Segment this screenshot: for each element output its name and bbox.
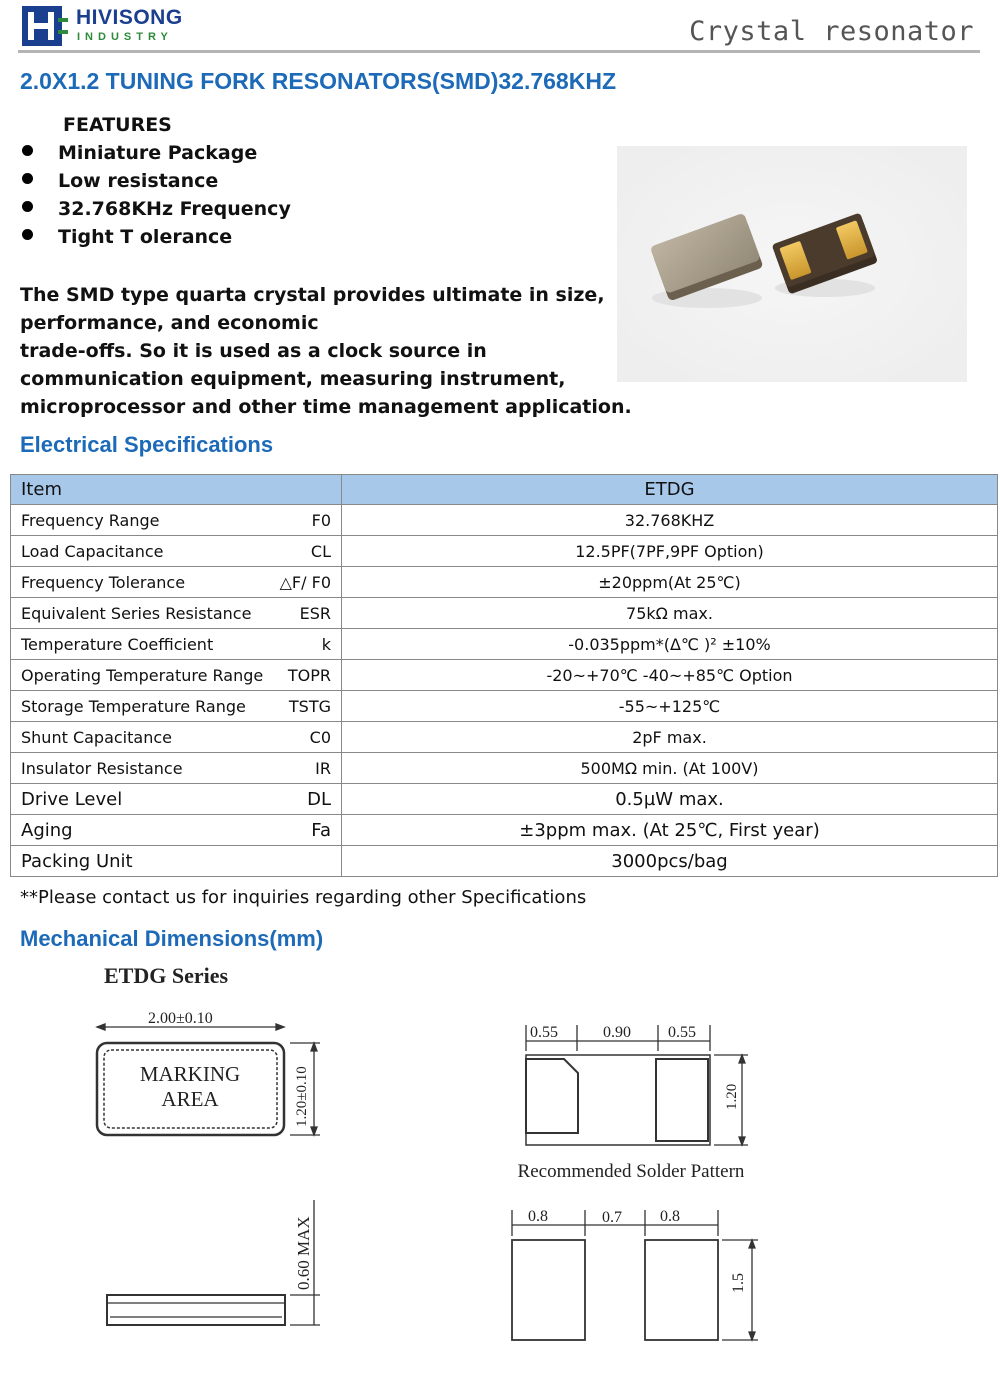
table-row bbox=[11, 598, 998, 629]
param-value: 32.768KHZ bbox=[342, 505, 998, 536]
feature-item: Tight T olerance bbox=[22, 226, 232, 248]
table-row bbox=[11, 784, 998, 815]
param-name: Packing Unit bbox=[21, 850, 133, 872]
spec-table bbox=[10, 474, 998, 877]
param-name: Frequency Tolerance bbox=[21, 572, 186, 592]
feature-item: 32.768KHz Frequency bbox=[22, 198, 291, 220]
param-value: -0.035ppm*(Δ℃ )² ±10% bbox=[342, 629, 998, 660]
bullet-icon bbox=[22, 201, 33, 212]
top-width-dim: 2.00±0.10 bbox=[148, 1010, 213, 1027]
description-line: performance, and economic bbox=[20, 312, 319, 334]
feature-item: Miniature Package bbox=[22, 142, 257, 164]
param-name: Shunt Capacitance bbox=[21, 727, 172, 747]
table-row bbox=[11, 753, 998, 784]
table-row bbox=[11, 691, 998, 722]
description-line: communication equipment, measuring instrument, bbox=[20, 368, 566, 390]
page-title: 2.0X1.2 TUNING FORK RESONATORS(SMD)32.768KHZ bbox=[20, 68, 616, 94]
param-name: Aging bbox=[21, 819, 73, 841]
param-symbol: F0 bbox=[311, 510, 331, 530]
mechanical-drawings bbox=[0, 955, 1000, 1365]
table-header-row bbox=[11, 475, 998, 505]
param-value: ±20ppm(At 25℃) bbox=[342, 567, 998, 598]
description-line: microprocessor and other time management application. bbox=[20, 396, 632, 418]
param-name: Temperature Coefficient bbox=[21, 634, 214, 654]
marking-text-1: MARKING bbox=[139, 1062, 241, 1086]
solder-dim-left: 0.8 bbox=[528, 1208, 548, 1225]
features-heading: FEATURES bbox=[63, 114, 172, 136]
logo-mark-icon bbox=[20, 4, 72, 48]
param-value: 75kΩ max. bbox=[342, 598, 998, 629]
param-symbol: k bbox=[321, 634, 331, 654]
electrical-specs-heading: Electrical Specifications bbox=[20, 432, 274, 457]
param-value: 0.5µW max. bbox=[342, 784, 998, 815]
pad-dim-left: 0.55 bbox=[530, 1024, 558, 1041]
table-row bbox=[11, 815, 998, 846]
specs-note: **Please contact us for inquiries regarding other Specifications bbox=[20, 887, 587, 908]
param-symbol: CL bbox=[310, 541, 331, 561]
table-row bbox=[11, 629, 998, 660]
table-row bbox=[11, 846, 998, 877]
bullet-icon bbox=[22, 145, 33, 156]
param-symbol: TSTG bbox=[288, 696, 331, 716]
param-value: 3000pcs/bag bbox=[342, 846, 998, 877]
bullet-icon bbox=[22, 229, 33, 240]
param-value: ±3ppm max. (At 25℃, First year) bbox=[342, 815, 998, 846]
pad-dim-center: 0.90 bbox=[603, 1024, 631, 1041]
product-photo bbox=[617, 146, 967, 382]
solder-dim-right: 0.8 bbox=[660, 1208, 680, 1225]
brand-subtitle: INDUSTRY bbox=[77, 31, 173, 43]
param-value: -20~+70℃ -40~+85℃ Option bbox=[342, 660, 998, 691]
series-label: ETDG Series bbox=[104, 963, 229, 988]
param-name: Operating Temperature Range bbox=[21, 665, 264, 685]
side-height-dim: 0.60 MAX bbox=[294, 1216, 313, 1290]
column-header-etdg: ETDG bbox=[342, 475, 998, 505]
param-name: Storage Temperature Range bbox=[21, 696, 246, 716]
param-symbol: ESR bbox=[299, 603, 331, 623]
pad-height-dim: 1.20 bbox=[724, 1083, 740, 1110]
brand-name: HIVISONG bbox=[76, 6, 183, 29]
param-symbol: TOPR bbox=[287, 665, 331, 685]
table-row bbox=[11, 660, 998, 691]
param-value: 500MΩ min. (At 100V) bbox=[342, 753, 998, 784]
param-symbol: △F/ F0 bbox=[279, 572, 331, 592]
feature-item: Low resistance bbox=[22, 170, 218, 192]
document-category: Crystal resonator bbox=[689, 16, 974, 47]
product-description bbox=[20, 281, 632, 421]
solder-pattern-label: Recommended Solder Pattern bbox=[517, 1161, 745, 1182]
param-value: -55~+125℃ bbox=[342, 691, 998, 722]
param-name: Insulator Resistance bbox=[21, 758, 183, 778]
param-name: Drive Level bbox=[21, 788, 123, 810]
table-row bbox=[11, 567, 998, 598]
header-divider bbox=[18, 50, 980, 53]
table-row bbox=[11, 722, 998, 753]
param-value: 2pF max. bbox=[342, 722, 998, 753]
param-value: 12.5PF(7PF,9PF Option) bbox=[342, 536, 998, 567]
param-symbol: DL bbox=[307, 788, 331, 810]
param-name: Frequency Range bbox=[21, 510, 160, 530]
column-header-item: Item bbox=[11, 475, 342, 505]
description-line: The SMD type quarta crystal provides ultimate in size, bbox=[20, 284, 605, 306]
solder-height-dim: 1.5 bbox=[730, 1273, 747, 1293]
marking-text-2: AREA bbox=[161, 1087, 219, 1111]
param-symbol: IR bbox=[315, 758, 331, 778]
bullet-icon bbox=[22, 173, 33, 184]
param-symbol: Fa bbox=[311, 819, 331, 841]
top-height-dim: 1.20±0.10 bbox=[294, 1066, 310, 1127]
pad-dim-right: 0.55 bbox=[668, 1024, 696, 1041]
table-row bbox=[11, 505, 998, 536]
table-row bbox=[11, 536, 998, 567]
solder-dim-gap: 0.7 bbox=[602, 1209, 622, 1226]
param-name: Load Capacitance bbox=[21, 541, 164, 561]
description-line: trade-offs. So it is used as a clock source in bbox=[20, 340, 487, 362]
param-name: Equivalent Series Resistance bbox=[21, 603, 252, 623]
param-symbol: C0 bbox=[309, 727, 331, 747]
mechanical-dimensions-heading: Mechanical Dimensions(mm) bbox=[20, 926, 324, 951]
